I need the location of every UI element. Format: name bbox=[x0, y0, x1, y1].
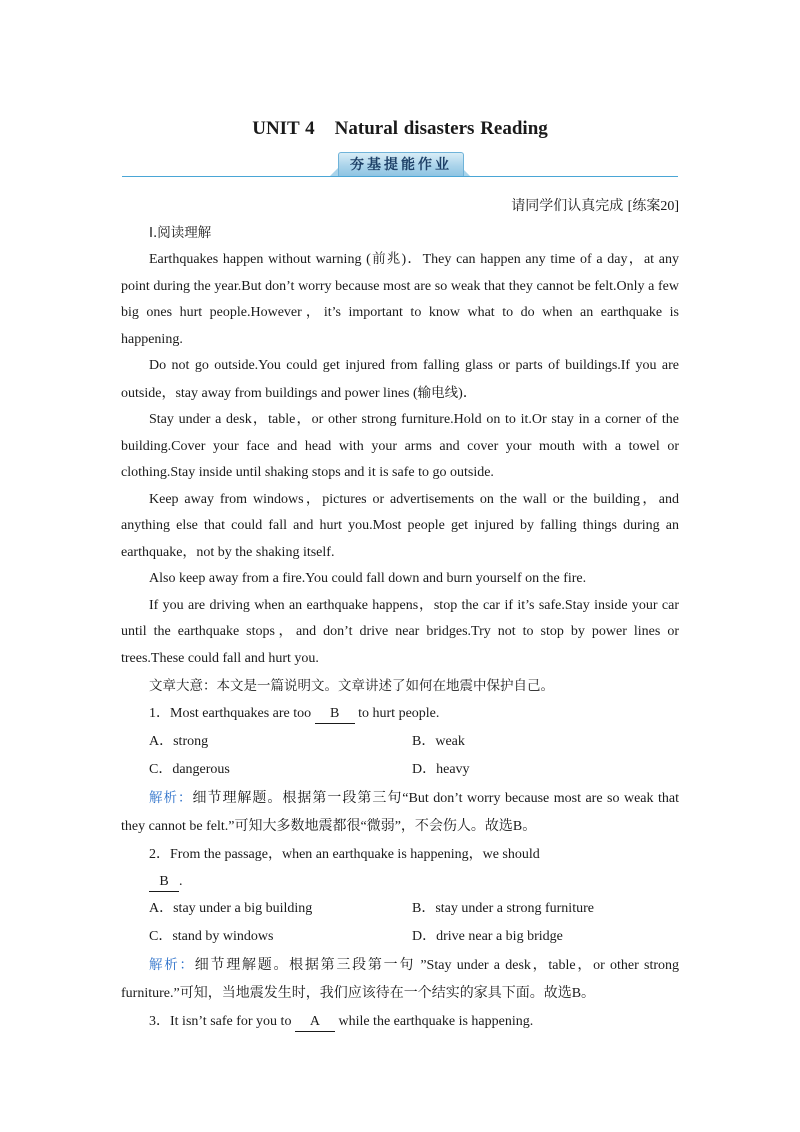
passage-paragraph bbox=[121, 407, 679, 487]
paragraph-text: Do not go outside.You could get injured from falling glass or parts of buildings.If you are outside，stay away from buildings and power lines ( bbox=[121, 358, 679, 401]
option-d: D．heavy bbox=[412, 762, 470, 777]
practice-note bbox=[511, 195, 679, 215]
analysis bbox=[121, 784, 679, 841]
title-unit: UNIT 4 bbox=[252, 118, 315, 139]
answer-blank: A bbox=[295, 1013, 335, 1032]
passage-paragraph bbox=[121, 487, 679, 567]
analysis bbox=[121, 951, 679, 1008]
option-a: A．strong bbox=[149, 734, 209, 749]
answer-options bbox=[121, 895, 679, 951]
section-badge: 夯基提能作业 bbox=[338, 152, 464, 177]
option-b: B．stay under a strong furniture bbox=[412, 901, 594, 916]
gloss-text: 输电线 bbox=[417, 384, 459, 401]
question-stem bbox=[121, 700, 679, 728]
analysis-text: 细节理解题。根据第三段第一句 ”Stay under a desk，table，or other strong furniture.”可知，当地震发生时，我们应该待在一个结实的家具下面。故选B。 bbox=[121, 958, 680, 1001]
question-stem bbox=[121, 1008, 679, 1036]
option-a: A．stay under a big building bbox=[149, 901, 313, 916]
passage-summary: 文章大意：本文是一篇说明文。文章讲述了如何在地震中保护自己。 bbox=[149, 678, 554, 694]
question-3 bbox=[121, 1008, 679, 1036]
question-2 bbox=[121, 841, 679, 1008]
paragraph-text: Keep away from windows，pictures or advertisements on the wall or the building，and anything else that could fall and hurt you.Most people get injured by falling things during an earthquake，not by the shaking itself. bbox=[121, 491, 679, 560]
stem-text: 3．It isn’t safe for you to bbox=[149, 1014, 295, 1029]
title-topic: Natural disasters Reading bbox=[334, 118, 548, 139]
answer-blank: B bbox=[149, 873, 179, 892]
practice-ref: [练案20] bbox=[627, 199, 679, 214]
analysis-text: 细节理解题。根据第一段第三句“But don’t worry because most are so weak that they cannot be felt.”可知大多数地震都很“微弱”，不会伤人。故选B。 bbox=[121, 791, 679, 834]
answer-blank: B bbox=[315, 705, 355, 724]
question-stem: 2．From the passage，when an earthquake is happening，we should bbox=[149, 847, 540, 862]
stem-text: while the earthquake is happening. bbox=[334, 1014, 534, 1029]
answer-options bbox=[121, 728, 679, 784]
paragraph-text: Earthquakes happen without warning ( bbox=[149, 252, 371, 267]
analysis-label: 解析： bbox=[149, 790, 193, 806]
option-c: C．dangerous bbox=[149, 762, 230, 777]
passage-paragraph bbox=[121, 593, 679, 673]
stem-text: 1．Most earthquakes are too bbox=[149, 706, 315, 721]
passage-paragraph bbox=[121, 246, 679, 353]
paragraph-text: If you are driving when an earthquake happens，stop the car if it’s safe.Stay inside your car until the earthquake stops，and don’t drive near bridges.Try not to stop by power lines or trees.These could fall and hurt you. bbox=[121, 597, 679, 666]
reading-passage bbox=[121, 246, 679, 672]
paragraph-text: )．They can happen any time of a day，at any point during the year.But don’t worry because most are so weak that they cannot be felt.Only a few big ones hurt people.However，it’s important to know what to do when an earthquake is happening. bbox=[121, 252, 679, 347]
paragraph-text: )． bbox=[458, 385, 477, 401]
paragraph-text: Stay under a desk，table，or other strong furniture.Hold on to it.Or stay in a corner of the building.Cover your face and head with your arms and cover your mouth with a towel or clothing.Stay inside until shaking stops and it is safe to go outside. bbox=[121, 412, 679, 480]
gloss-text: 前兆 bbox=[370, 251, 402, 267]
option-c: C．stand by windows bbox=[149, 929, 274, 944]
option-b: B．weak bbox=[412, 734, 465, 749]
practice-note-text: 请同学们认真完成 bbox=[511, 198, 624, 214]
section-heading: I.阅读理解 bbox=[149, 225, 212, 241]
paragraph-text: Also keep away from a fire.You could fall down and burn yourself on the fire. bbox=[149, 571, 587, 586]
header-divider bbox=[122, 176, 678, 177]
worksheet-content bbox=[121, 220, 679, 1036]
stem-text: . bbox=[179, 874, 183, 889]
question-1 bbox=[121, 700, 679, 841]
option-d: D．drive near a big bridge bbox=[412, 929, 563, 944]
answer-line bbox=[121, 869, 679, 895]
stem-text: to hurt people. bbox=[354, 706, 440, 721]
passage-paragraph bbox=[121, 566, 679, 593]
page-title bbox=[0, 118, 800, 140]
passage-paragraph bbox=[121, 353, 679, 407]
analysis-label: 解析： bbox=[149, 957, 195, 973]
